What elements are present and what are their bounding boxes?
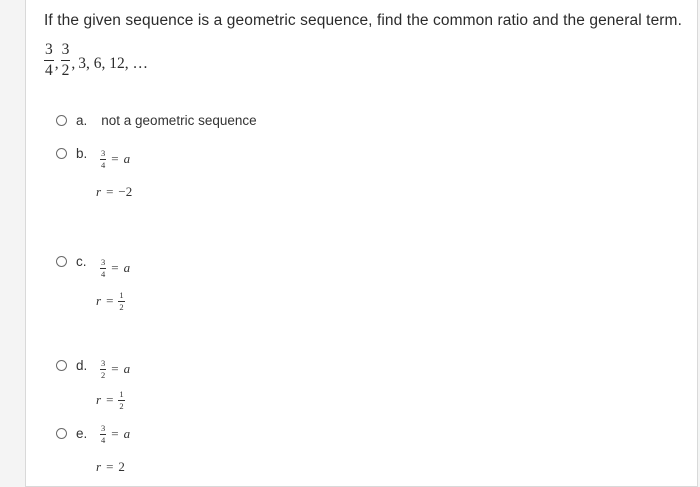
fraction-denominator: 2 [61, 61, 70, 79]
variable-r: r [96, 392, 102, 407]
variable-r: r [96, 293, 102, 308]
fraction-numerator: 3 [101, 148, 106, 158]
option-d[interactable] [56, 358, 87, 373]
option-e-first-term [100, 424, 130, 444]
comma: , [71, 55, 76, 72]
sequence-term-1 [44, 42, 54, 78]
variable-r: r [96, 459, 102, 474]
fraction-numerator: 1 [119, 389, 124, 399]
radio-button-b[interactable] [56, 148, 67, 159]
fraction-numerator: 3 [101, 358, 106, 368]
equals-sign: = [106, 184, 114, 199]
fraction-denominator: 4 [101, 159, 106, 170]
option-b-letter: b. [76, 146, 88, 161]
ratio-value: 2 [118, 459, 125, 474]
sequence-term-2 [61, 42, 71, 78]
option-b-ratio [96, 184, 132, 200]
question-text: If the given sequence is a geometric sequence, find the common ratio and the general term. [44, 12, 682, 29]
equals-sign: = [111, 361, 119, 376]
option-e-ratio [96, 459, 125, 475]
comma: , [54, 55, 59, 72]
option-b-first-term [100, 149, 130, 169]
option-d-letter: d. [76, 358, 88, 373]
option-c-first-term [100, 258, 130, 278]
radio-button-c[interactable] [56, 256, 67, 267]
option-c[interactable] [56, 254, 87, 269]
fraction-denominator: 4 [45, 61, 53, 79]
fraction-denominator: 4 [101, 268, 106, 279]
variable-a: a [123, 151, 131, 166]
fraction-numerator: 3 [61, 42, 71, 61]
option-a[interactable] [56, 113, 257, 128]
fraction-numerator: 3 [101, 257, 106, 267]
fraction-denominator: 4 [101, 434, 106, 445]
option-d-first-term [100, 359, 130, 379]
fraction-denominator: 2 [119, 301, 124, 312]
equals-sign: = [106, 392, 114, 407]
equals-sign: = [106, 459, 114, 474]
sequence-expression [44, 42, 148, 78]
equals-sign: = [111, 260, 119, 275]
option-c-ratio [96, 291, 125, 311]
variable-r: r [96, 184, 102, 199]
equals-sign: = [111, 426, 119, 441]
radio-button-d[interactable] [56, 360, 67, 371]
option-d-ratio [96, 390, 125, 410]
equals-sign: = [106, 293, 114, 308]
ratio-value: −2 [118, 184, 133, 199]
radio-button-e[interactable] [56, 428, 67, 439]
equals-sign: = [111, 151, 119, 166]
variable-a: a [123, 260, 131, 275]
option-e[interactable] [56, 426, 87, 441]
fraction-numerator: 3 [44, 42, 54, 61]
option-a-letter: a. [76, 113, 88, 128]
fraction-denominator: 2 [119, 400, 124, 411]
variable-a: a [123, 361, 131, 376]
fraction-numerator: 3 [101, 423, 106, 433]
option-e-letter: e. [76, 426, 88, 441]
option-a-text: not a geometric sequence [101, 113, 257, 128]
option-c-letter: c. [76, 254, 87, 269]
variable-a: a [123, 426, 131, 441]
fraction-numerator: 1 [119, 290, 124, 300]
radio-button-a[interactable] [56, 115, 67, 126]
sequence-remaining-terms: 3, 6, 12, … [78, 55, 148, 72]
option-b[interactable] [56, 146, 87, 161]
fraction-denominator: 2 [101, 369, 106, 380]
